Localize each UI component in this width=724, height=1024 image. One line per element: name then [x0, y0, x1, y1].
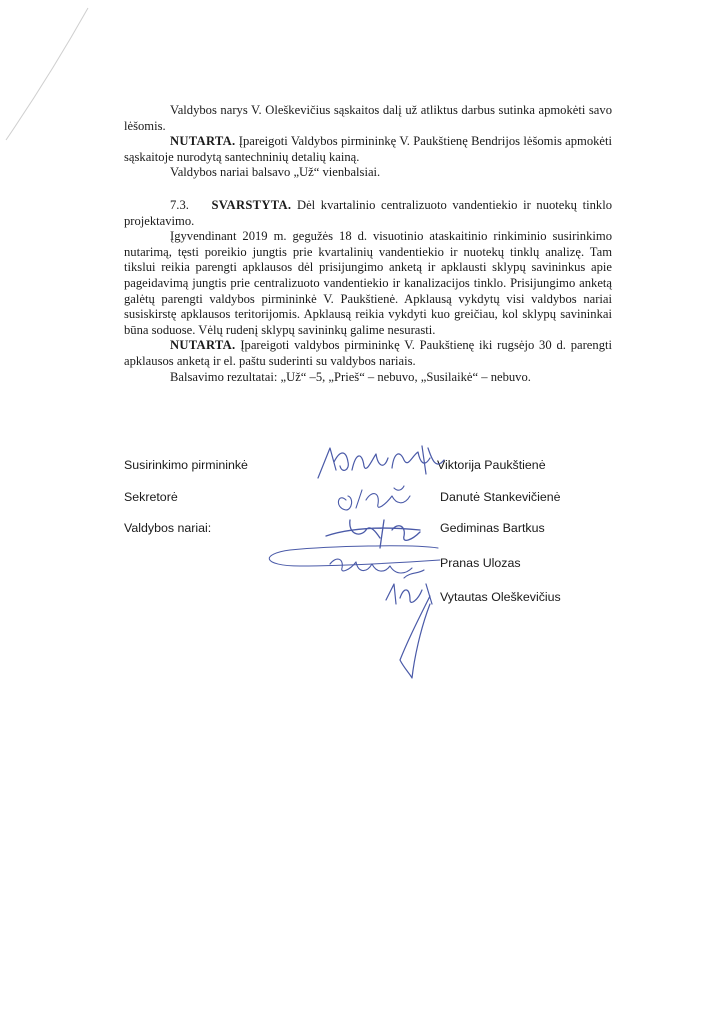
considered-keyword: SVARSTYTA. — [211, 197, 292, 212]
paragraph-vote-results: Balsavimo rezultatai: „Už“ –5, „Prieš“ – nebuvo, „Susilaikė“ – nebuvo. — [170, 369, 531, 384]
secretary-label: Sekretorė — [124, 490, 178, 504]
paragraph-vote-unanimous: Valdybos nariai balsavo „Už“ vienbalsiai. — [170, 165, 381, 180]
board-label: Valdybos nariai: — [124, 521, 212, 535]
board-member-3: Vytautas Oleškevičius — [440, 590, 561, 604]
section-number: 7.3. — [170, 197, 189, 212]
secretary-name: Danutė Stankevičienė — [440, 490, 561, 504]
resolution-text-2: Įpareigoti valdybos pirmininkę V. Paukštienę iki rugsėjo 30 d. parengti apklausos anketą ir el. paštu suderinti su valdybos nariais. — [124, 338, 612, 368]
paragraph-cost: Valdybos narys V. Oleškevičius sąskaitos dalį už atliktus darbus sutinka apmokėti savo lėšomis. — [124, 103, 612, 133]
chair-label: Susirinkimo pirmininkė — [124, 458, 248, 472]
resolution-text: Įpareigoti Valdybos pirmininkę V. Paukštienę Bendrijos lėšomis apmokėti sąskaitoje nurodytą santechninių detalių kainą. — [124, 134, 612, 164]
resolution-keyword-2: NUTARTA. — [170, 338, 236, 353]
board-member-1: Gediminas Bartkus — [440, 521, 545, 535]
section-heading-text: Dėl kvartalinio centralizuoto vandentiekio ir nuotekų tinklo projektavimo. — [124, 197, 613, 228]
resolution-keyword: NUTARTA. — [170, 134, 236, 149]
chair-name: Viktorija Paukštienė — [437, 458, 546, 472]
paragraph-survey: Įgyvendinant 2019 m. gegužės 18 d. visuotinio ataskaitinio rinkiminio susirinkimo nutarimą, tęsti poreikio jungtis prie kvartalinių vandentiekio ir nuotekų tinklų analizę. Tam tikslui reikia parengti apklausos dėl prisijungimo anketą ir apklausti sklypų savininkus apie pageidavimą jungtis prie centralizuoto vandentiekio ir kanalizacijos tinklo. Prisijungimo anketą galėtų parengti valdybos pirmininkė V. Paukštienė. Apklausą vykdytų visi valdybos nariai susiskirstę apklausos teritorijomis. Apklausą reikia vykdyti kuo greičiau, kol sklypų savininkai būna soduose. Vėlų rudenį sklypų savininkų galime nesurasti. — [124, 229, 612, 337]
board-member-2: Pranas Ulozas — [440, 556, 521, 570]
